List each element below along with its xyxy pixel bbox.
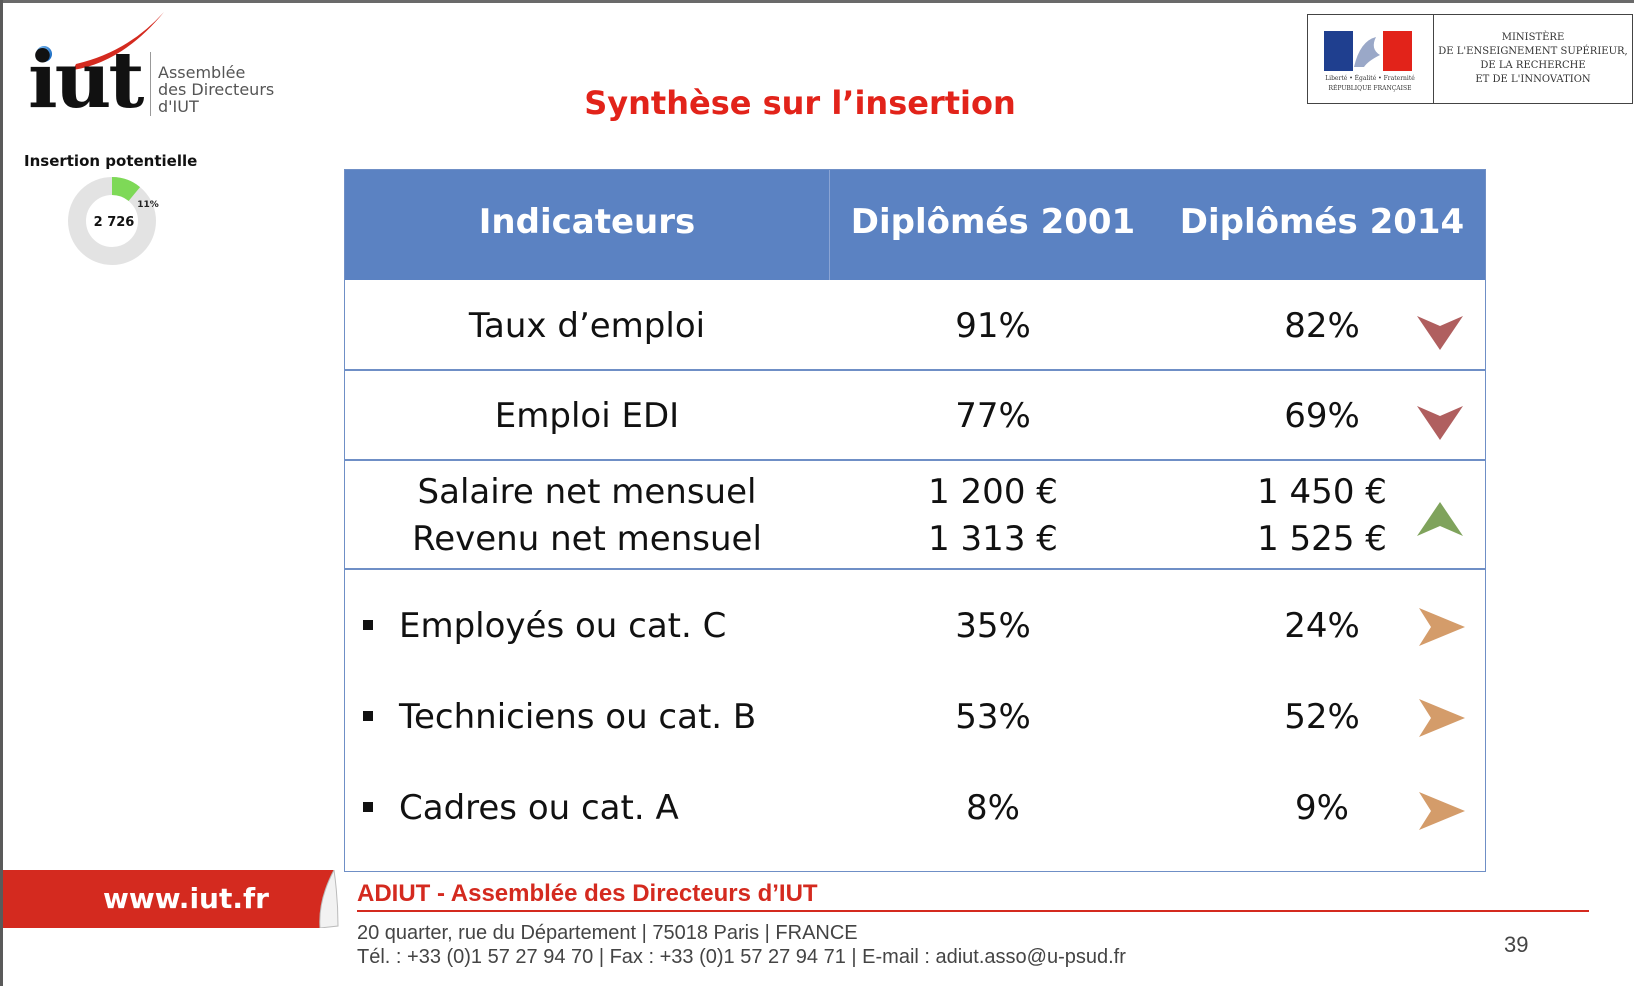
ministry-logo-box [1307,14,1633,104]
website-banner[interactable] [3,870,323,928]
ministry-name [1438,31,1628,87]
trend-down-icon [1415,402,1465,442]
row-divider [345,459,1485,461]
row-value-2014: 82% [1284,306,1360,346]
row-value-2001: 77% [955,396,1031,436]
row-divider [345,369,1485,371]
row-label-salaire: Salaire net mensuel [417,472,757,512]
donut-center-value: 2 726 [93,215,135,230]
ministry-line-3: DE LA RECHERCHE [1480,60,1586,71]
marianne-flag-icon [1324,31,1412,71]
bullet-icon [363,711,373,721]
donut-label: Insertion potentielle [24,152,198,170]
insertion-table [344,169,1486,872]
trend-down-icon [1415,312,1465,352]
row-value-2014: 69% [1284,396,1360,436]
row-divider [345,568,1485,570]
bullet-icon [363,802,373,812]
footer-address: 20 quarter, rue du Département | 75018 Paris | FRANCE [357,922,858,944]
row-value-2001: 1 313 € [928,519,1058,559]
logo-text-line-3: d'IUT [158,97,199,116]
row-value-2014: 9% [1295,788,1349,828]
frame-left-edge [0,0,3,986]
row-value-2014: 1 450 € [1257,472,1387,512]
row-value-2001: 35% [955,606,1031,646]
trend-flat-icon [1417,790,1467,832]
row-value-2001: 53% [955,697,1031,737]
header-diplomes-2001: Diplômés 2001 [850,202,1136,242]
row-label-revenu: Revenu net mensuel [412,519,762,559]
row-label-techniciens: Techniciens ou cat. B [399,697,757,737]
footer-contact: Tél. : +33 (0)1 57 27 94 70 | Fax : +33 (0)1 57 27 94 71 | E-mail : adiut.asso@u-psud.fr [357,946,1126,968]
row-value-2001: 8% [966,788,1020,828]
table-header [345,170,1485,280]
logo-mark: iut [28,35,142,126]
row-label-cadres: Cadres ou cat. A [399,788,679,828]
frame-top-edge [0,0,1634,3]
ministry-line-1: MINISTÈRE [1501,32,1565,43]
flag-caption-motto: Liberté • Égalité • Fraternité [1325,75,1415,82]
insertion-donut-chart [52,176,180,272]
website-link[interactable]: www.iut.fr [103,882,269,915]
slide-title: Synthèse sur l’insertion [584,84,1016,122]
trend-flat-icon [1417,606,1467,648]
row-value-2014: 24% [1284,606,1360,646]
logo-divider [150,52,151,116]
iut-logo [28,12,288,126]
row-value-2001: 1 200 € [928,472,1058,512]
ministry-line-2: DE L'ENSEIGNEMENT SUPÉRIEUR, [1438,46,1628,57]
logo-text-line-1: Assemblée [158,63,246,82]
donut-slice-label: 11% [137,200,159,210]
row-label-emploi-edi: Emploi EDI [494,396,680,436]
row-value-2014: 52% [1284,697,1360,737]
row-value-2001: 91% [955,306,1031,346]
ministry-divider [1433,15,1434,103]
ministry-line-4: ET DE L'INNOVATION [1475,74,1591,85]
flag-caption-republic: RÉPUBLIQUE FRANÇAISE [1328,85,1412,92]
footer-org-name: ADIUT - Assemblée des Directeurs d’IUT [357,880,818,907]
page-number: 39 [1504,932,1529,957]
row-value-2014: 1 525 € [1257,519,1387,559]
trend-up-icon [1415,500,1465,540]
logo-text-line-2: des Directeurs [158,80,275,99]
bullet-icon [363,620,373,630]
logo-text [158,64,274,115]
header-indicateurs: Indicateurs [478,202,696,242]
row-label-taux-emploi: Taux d’emploi [468,306,706,346]
page-curl-icon [312,870,340,928]
footer-rule [357,910,1589,912]
trend-flat-icon [1417,697,1467,739]
header-diplomes-2014: Diplômés 2014 [1179,202,1465,242]
row-label-employes: Employés ou cat. C [399,606,727,646]
